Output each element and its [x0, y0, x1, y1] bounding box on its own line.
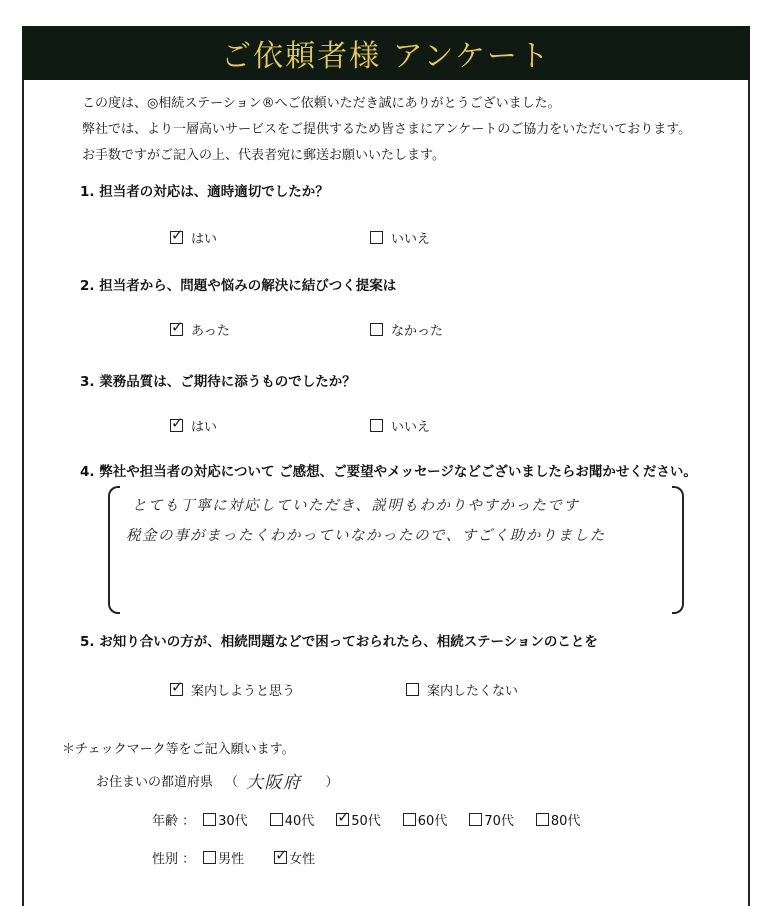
- option-label: いいえ: [391, 420, 431, 435]
- checkbox[interactable]: [469, 813, 482, 826]
- option-label: いいえ: [391, 232, 431, 247]
- bracket-right: [672, 486, 684, 614]
- age-70[interactable]: [469, 810, 514, 829]
- checkmark-note: ＊チェックマーク等をご記入願います。: [62, 742, 295, 757]
- checkmark-icon: ✓: [171, 414, 184, 432]
- q1-option-yes[interactable]: [170, 228, 217, 247]
- q1-option-no[interactable]: [370, 228, 430, 247]
- age-row: [152, 810, 580, 829]
- question-4-label: 4. 弊社や担当者の対応について ご感想、ご要望やメッセージなどございましたらお聞かせください。: [80, 464, 697, 480]
- option-label: なかった: [391, 324, 444, 339]
- checkbox[interactable]: [270, 813, 283, 826]
- option-label: はい: [191, 232, 218, 247]
- age-60[interactable]: [403, 810, 448, 829]
- gender-option-label: 男性: [218, 852, 245, 867]
- age-option-label: 50代: [351, 814, 381, 829]
- age-40[interactable]: [270, 810, 315, 829]
- gender-female[interactable]: [274, 848, 315, 867]
- checkbox[interactable]: [170, 678, 184, 696]
- checkmark-icon: ✓: [171, 678, 184, 696]
- age-80[interactable]: [536, 810, 581, 829]
- question-1-label: 1. 担当者の対応は、適時適切でしたか？: [80, 184, 329, 200]
- checkbox[interactable]: [536, 813, 549, 826]
- age-option-label: 80代: [550, 814, 581, 829]
- q2-option-no[interactable]: [370, 320, 443, 339]
- age-option-label: 60代: [417, 814, 448, 829]
- intro-line-3: お手数ですがご記入の上、代表者宛に郵送お願いいたします。: [82, 148, 445, 163]
- question-3-label: 3. 業務品質は、ご期待に添うものでしたか？: [80, 374, 356, 390]
- question-2-label: 2. 担当者から、問題や悩みの解決に結びつく提案は: [80, 278, 397, 294]
- checkbox[interactable]: [203, 851, 216, 864]
- prefecture-value[interactable]: 大阪府: [246, 773, 302, 793]
- gender-label: 性別 ：: [152, 852, 196, 867]
- comment-line-1: とても丁寧に対応していただき、説明もわかりやすかったです: [132, 498, 580, 514]
- question-5-label: 5. お知り合いの方が、相続問題などで困っておられたら、相続ステーションのことを: [80, 634, 598, 650]
- prefecture-label: お住まいの都道府県: [96, 775, 214, 790]
- age-50[interactable]: [336, 810, 381, 829]
- q3-option-no[interactable]: [370, 416, 430, 435]
- option-label: はい: [191, 420, 218, 435]
- comment-field[interactable]: [108, 486, 684, 612]
- checkmark-icon: ✓: [337, 808, 350, 826]
- paren-open: （: [225, 775, 239, 790]
- checkbox[interactable]: [336, 808, 350, 826]
- q3-option-yes[interactable]: [170, 416, 217, 435]
- gender-option-label: 女性: [289, 852, 316, 867]
- checkbox[interactable]: [274, 846, 288, 864]
- paren-close: ）: [325, 775, 339, 790]
- checkmark-icon: ✓: [171, 226, 184, 244]
- prefecture-row: [96, 768, 339, 793]
- checkbox[interactable]: [370, 231, 383, 244]
- intro-line-1: この度は、◎相続ステーション®へご依頼いただき誠にありがとうございました。: [82, 96, 561, 111]
- form-title: ご依頼者様 アンケート: [221, 39, 551, 74]
- gender-male[interactable]: [203, 848, 244, 867]
- age-option-label: 70代: [484, 814, 514, 829]
- checkbox[interactable]: [170, 318, 184, 336]
- age-option-label: 30代: [218, 814, 248, 829]
- age-option-label: 40代: [284, 814, 315, 829]
- age-label: 年齢 ：: [152, 814, 196, 829]
- checkbox[interactable]: [403, 813, 416, 826]
- option-label: 案内しようと思う: [191, 684, 296, 699]
- checkbox[interactable]: [370, 323, 383, 336]
- title-bar: [22, 26, 750, 80]
- option-label: あった: [191, 324, 230, 339]
- checkbox[interactable]: [406, 683, 419, 696]
- intro-line-2: 弊社では、より一層高いサービスをご提供するため皆さまにアンケートのご協力をいただいております。: [82, 122, 692, 137]
- checkbox[interactable]: [170, 226, 184, 244]
- option-label: 案内したくない: [427, 684, 519, 699]
- bracket-left: [108, 486, 120, 614]
- q5-option-no[interactable]: [406, 680, 518, 699]
- checkbox[interactable]: [203, 813, 216, 826]
- checkmark-icon: ✓: [275, 846, 288, 864]
- checkbox[interactable]: [170, 414, 184, 432]
- checkbox[interactable]: [370, 419, 383, 432]
- gender-row: [152, 848, 315, 867]
- checkmark-icon: ✓: [171, 318, 184, 336]
- q5-option-yes[interactable]: [170, 680, 295, 699]
- age-30[interactable]: [203, 810, 248, 829]
- comment-line-2: 税金の事がまったくわかっていなかったので、すごく助かりました: [126, 528, 606, 544]
- q2-option-yes[interactable]: [170, 320, 230, 339]
